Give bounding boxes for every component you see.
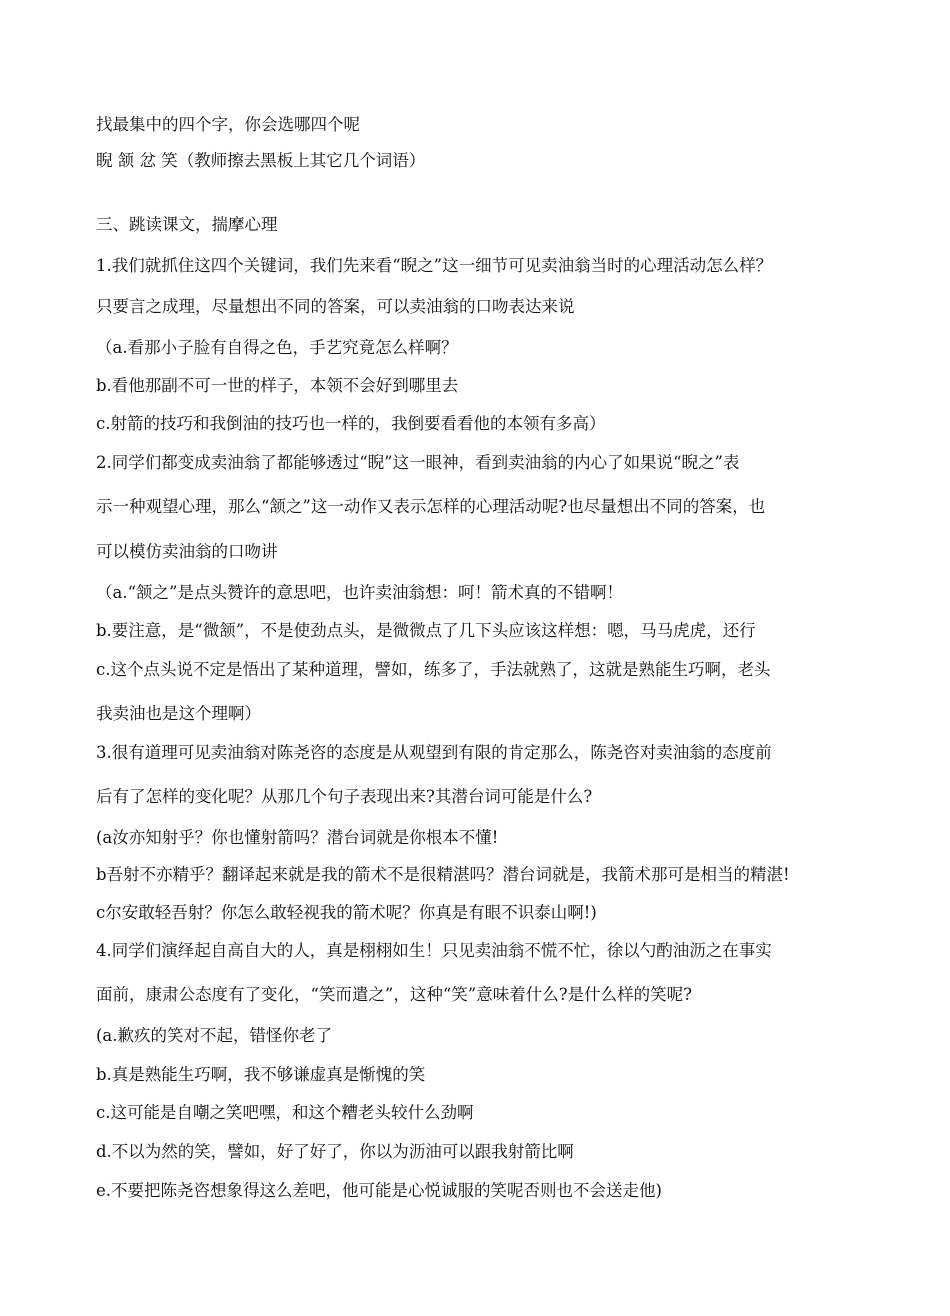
text-line: 2.同学们都变成卖油翁了都能够透过“睨”这一眼神，看到卖油翁的内心了如果说“睨之”表 xyxy=(96,453,740,472)
text-line: c.这个点头说不定是悟出了某种道理，譬如，练多了，手法就熟了，这就是熟能生巧啊，老头 xyxy=(96,660,771,679)
text-line: (a汝亦知射乎？你也懂射箭吗？潜台词就是你根本不懂! xyxy=(96,828,499,847)
text-line: (a.歉疚的笑对不起，错怪你老了 xyxy=(96,1026,333,1045)
text-line: b.真是熟能生巧啊，我不够谦虚真是惭愧的笑 xyxy=(96,1065,426,1084)
text-line: 4.同学们演绎起自高自大的人，真是栩栩如生！只见卖油翁不慌不忙，徐以勺酌油沥之在事实 xyxy=(96,941,772,960)
text-line: b.看他那副不可一世的样子，本领不会好到哪里去 xyxy=(96,376,459,395)
text-line: （a.“颔之”是点头赞许的意思吧，也许卖油翁想：呵！箭术真的不错啊！ xyxy=(96,583,623,602)
text-line: 只要言之成理，尽量想出不同的答案，可以卖油翁的口吻表达来说 xyxy=(96,297,575,316)
text-line: e.不要把陈尧咨想象得这么差吧，他可能是心悦诚服的笑呢否则也不会送走他) xyxy=(96,1181,662,1200)
text-line: （a.看那小子脸有自得之色，手艺究竟怎么样啊？ xyxy=(96,338,458,357)
text-line: c.这可能是自嘲之笑吧嘿，和这个糟老头较什么劲啊 xyxy=(96,1103,474,1122)
text-line: 后有了怎样的变化呢？从那几个句子表现出来?其潜台词可能是什么? xyxy=(96,787,593,806)
text-line: 3.很有道理可见卖油翁对陈尧咨的态度是从观望到有限的肯定那么，陈尧咨对卖油翁的态度前 xyxy=(96,743,772,762)
text-line: 我卖油也是这个理啊） xyxy=(96,704,261,723)
text-line: c.射箭的技巧和我倒油的技巧也一样的，我倒要看看他的本领有多高） xyxy=(96,414,606,433)
text-line: 找最集中的四个字，你会选哪四个呢 xyxy=(96,115,360,134)
text-line: c尔安敢轻吾射？你怎么敢轻视我的箭术呢？你真是有眼不识泰山啊!) xyxy=(96,903,597,922)
section-heading: 三、跳读课文，揣摩心理 xyxy=(96,215,278,234)
text-line: 可以模仿卖油翁的口吻讲 xyxy=(96,542,278,561)
text-line: d.不以为然的笑，譬如，好了好了，你以为沥油可以跟我射箭比啊 xyxy=(96,1142,574,1161)
text-line: b.要注意，是“微颔”，不是使劲点头，是微微点了几下头应该这样想：嗯，马马虎虎，还行 xyxy=(96,621,756,640)
text-line: 示一种观望心理，那么“颔之”这一动作又表示怎样的心理活动呢?也尽量想出不同的答案，也 xyxy=(96,497,766,516)
text-line: b吾射不亦精乎？翻译起来就是我的箭术不是很精湛吗？潜台词就是，我箭术那可是相当的精湛! xyxy=(96,865,790,884)
text-line: 1.我们就抓住这四个关键词，我们先来看“睨之”这一细节可见卖油翁当时的心理活动怎么样？ xyxy=(96,256,773,275)
text-line: 面前，康肃公态度有了变化，“笑而遣之”，这种“笑”意味着什么?是什么样的笑呢? xyxy=(96,985,692,1004)
text-line: 睨 颔 忿 笑（教师擦去黑板上其它几个词语） xyxy=(96,151,426,170)
